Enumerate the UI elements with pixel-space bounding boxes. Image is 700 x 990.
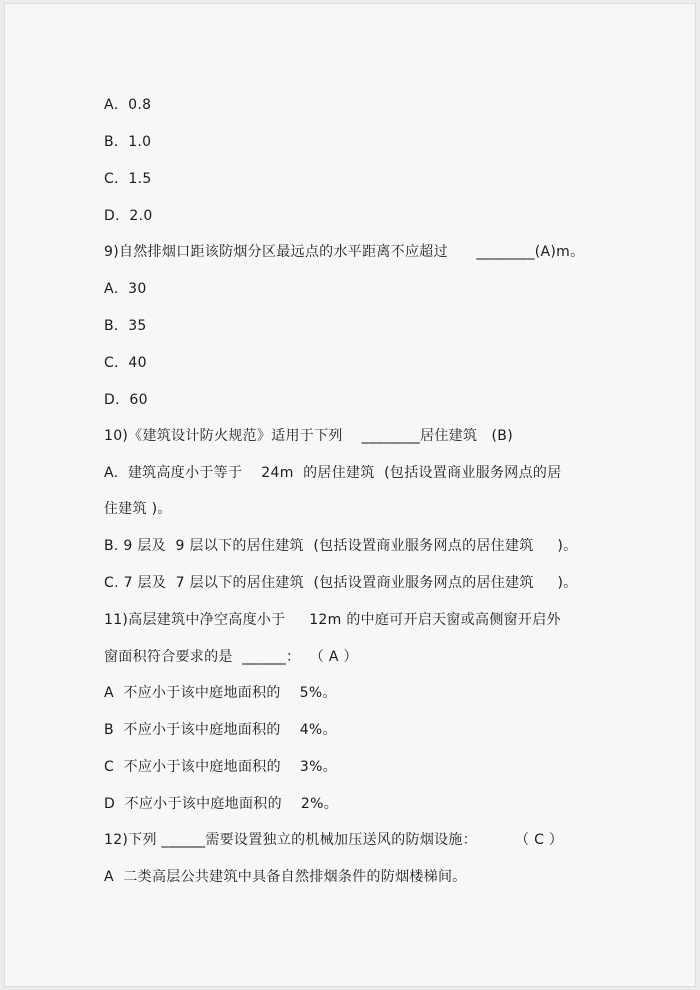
- option-line: 住建筑 )。: [104, 501, 172, 517]
- option-line: A 二类高层公共建筑中具备自然排烟条件的防烟楼梯间。: [104, 869, 467, 885]
- question-line: 9)自然排烟口距该防烟分区最远点的水平距离不应超过 ________(A)m。: [104, 244, 585, 260]
- option-line: B. 9 层及 9 层以下的居住建筑 (包括设置商业服务网点的居住建筑 )。: [104, 538, 578, 554]
- option-line: B．35: [104, 318, 147, 334]
- option-line: C 不应小于该中庭地面积的 3%。: [104, 759, 337, 775]
- question-line: 11)高层建筑中净空高度小于 12m 的中庭可开启天窗或高侧窗开启外: [104, 612, 561, 628]
- option-line: C．1.5: [104, 171, 152, 187]
- option-line: D 不应小于该中庭地面积的 2%。: [104, 796, 338, 812]
- option-line: C．40: [104, 355, 147, 371]
- option-line: C. 7 层及 7 层以下的居住建筑 (包括设置商业服务网点的居住建筑 )。: [104, 575, 578, 591]
- option-line: A．30: [104, 281, 147, 297]
- question-line: 10)《建筑设计防火规范》适用于下列 ________居住建筑 (B): [104, 428, 513, 444]
- question-line: 12)下列 ______需要设置独立的机械加压送风的防烟设施： （ C ）: [104, 832, 564, 848]
- option-line: B．1.0: [104, 134, 152, 150]
- option-line: D．2.0: [104, 208, 153, 224]
- option-line: B 不应小于该中庭地面积的 4%。: [104, 722, 337, 738]
- option-line: A．0.8: [104, 97, 152, 113]
- question-line: 窗面积符合要求的是 ______： （ A ）: [104, 649, 358, 665]
- option-line: D．60: [104, 392, 148, 408]
- option-line: A. 建筑高度小于等于 24m 的居住建筑 (包括设置商业服务网点的居: [104, 465, 562, 481]
- option-line: A 不应小于该中庭地面积的 5%。: [104, 685, 337, 701]
